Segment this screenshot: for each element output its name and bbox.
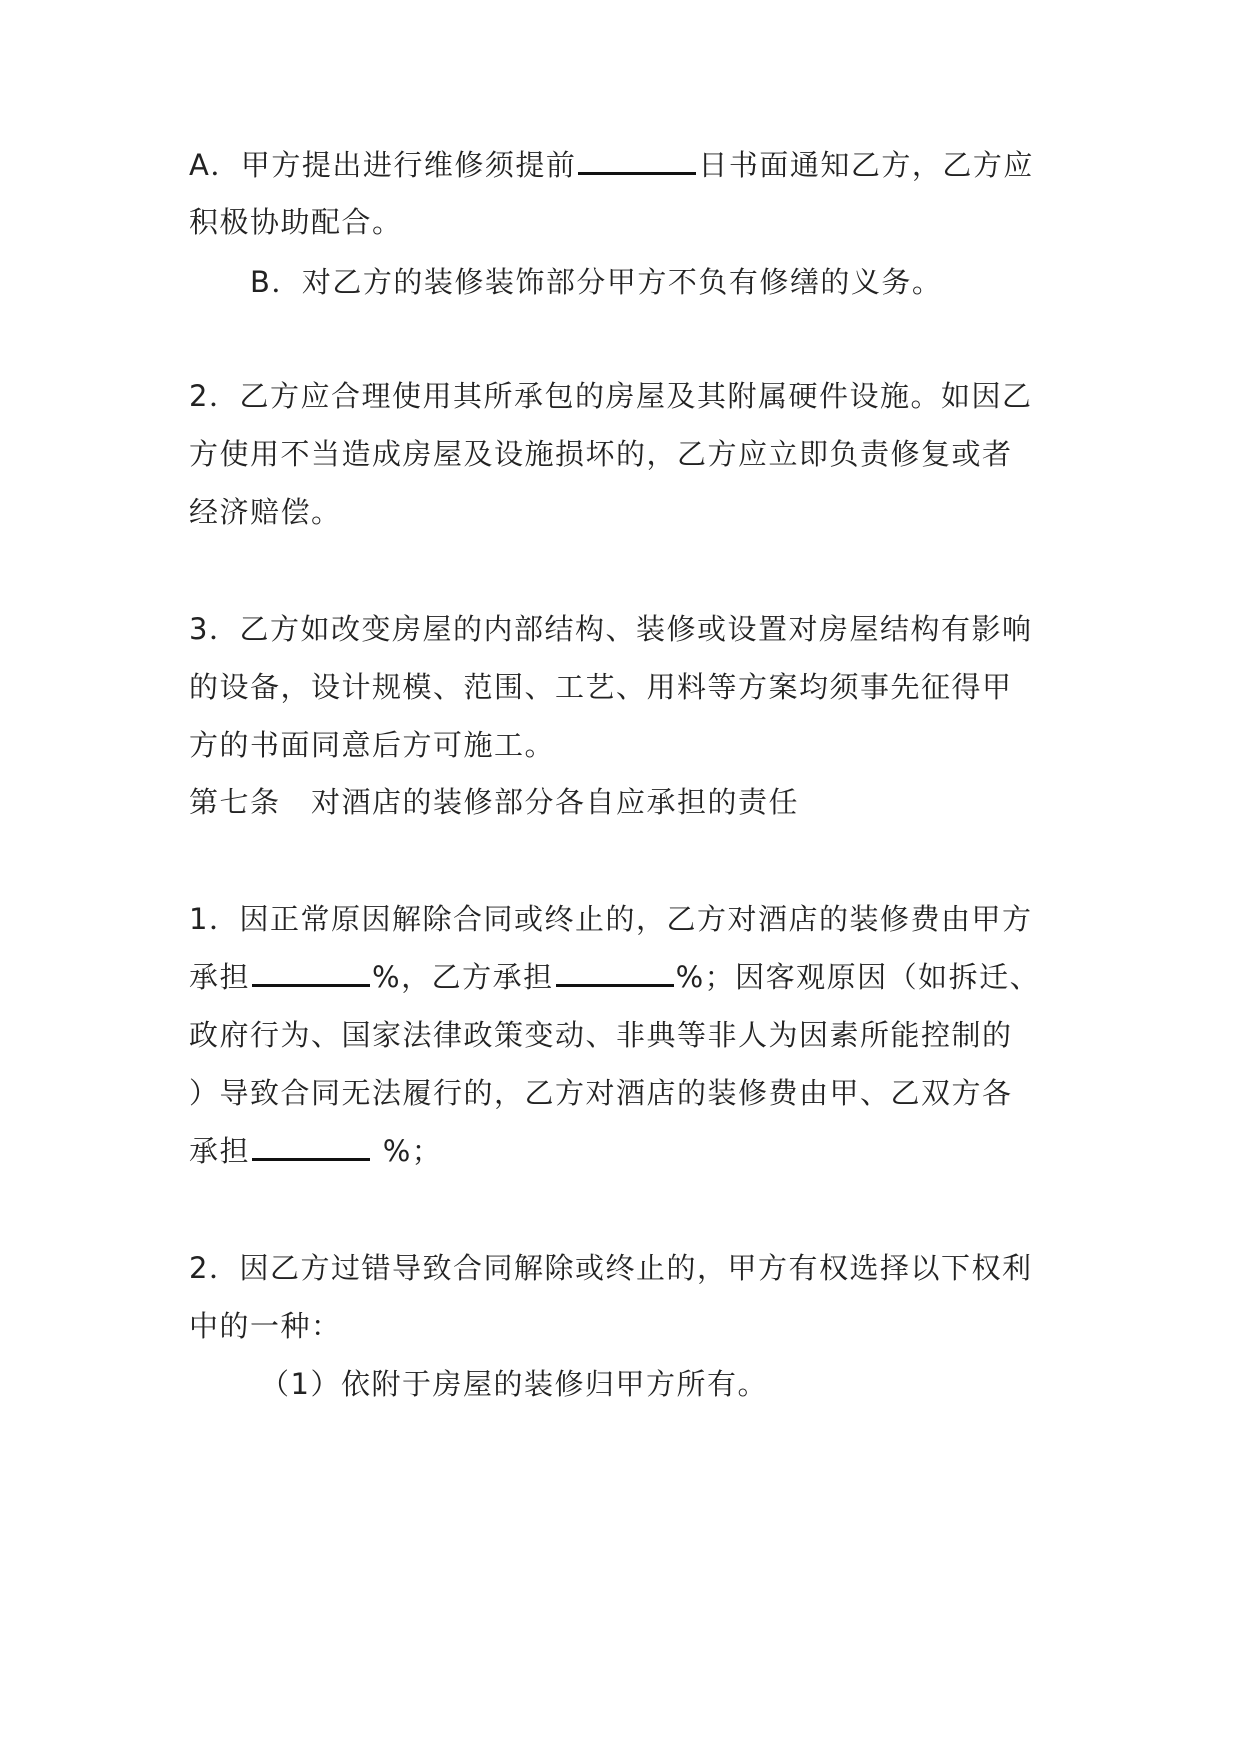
fill-in-blank-party-b-percent — [556, 958, 674, 987]
article-7-clause-2-line-2: 中的一种： — [189, 1309, 342, 1343]
article-7-clause-1-line-3: 政府行为、国家法律政策变动、非典等非人为因素所能控制的 — [189, 1018, 1013, 1052]
article-7-clause-2-line-1: 2．因乙方过错导致合同解除或终止的，甲方有权选择以下权利 — [189, 1251, 1033, 1285]
text-segment: %； — [372, 1134, 443, 1168]
fill-in-blank-party-a-percent — [252, 958, 370, 987]
fill-in-blank-days — [578, 146, 696, 175]
text-segment: %；因客观原因（如拆迁、 — [675, 960, 1041, 994]
text-segment: A．甲方提出进行维修须提前 — [189, 148, 577, 182]
option-1: （1）依附于房屋的装修归甲方所有。 — [260, 1367, 768, 1401]
fill-in-blank-shared-percent — [252, 1132, 370, 1161]
clause-2-line-3: 经济赔偿。 — [189, 495, 342, 529]
clause-3-line-3: 方的书面同意后方可施工。 — [189, 728, 556, 762]
paragraph-a-line-2: 积极协助配合。 — [189, 205, 403, 239]
paragraph-a-line-1 — [189, 145, 1034, 185]
text-segment: 承担 — [189, 1134, 251, 1168]
article-7-clause-1-line-5 — [189, 1131, 442, 1171]
clause-2-line-1: 2．乙方应合理使用其所承包的房屋及其附属硬件设施。如因乙 — [189, 379, 1033, 413]
clause-3-line-2: 的设备，设计规模、范围、工艺、用料等方案均须事先征得甲 — [189, 670, 1013, 704]
text-segment: 日书面通知乙方，乙方应 — [698, 148, 1034, 182]
text-segment: %，乙方承担 — [372, 960, 554, 994]
article-7-clause-1-line-4: ）导致合同无法履行的，乙方对酒店的装修费由甲、乙双方各 — [189, 1076, 1013, 1110]
text-segment: 承担 — [189, 960, 251, 994]
clause-3-line-1: 3．乙方如改变房屋的内部结构、装修或设置对房屋结构有影响 — [189, 612, 1033, 646]
article-7-clause-1-line-1: 1．因正常原因解除合同或终止的，乙方对酒店的装修费由甲方 — [189, 902, 1033, 936]
paragraph-b: B．对乙方的装修装饰部分甲方不负有修缮的义务。 — [250, 265, 943, 299]
article-7-clause-1-line-2 — [189, 957, 1040, 997]
clause-2-line-2: 方使用不当造成房屋及设施损坏的，乙方应立即负责修复或者 — [189, 437, 1013, 471]
article-seven-heading: 第七条 对酒店的装修部分各自应承担的责任 — [189, 785, 800, 819]
